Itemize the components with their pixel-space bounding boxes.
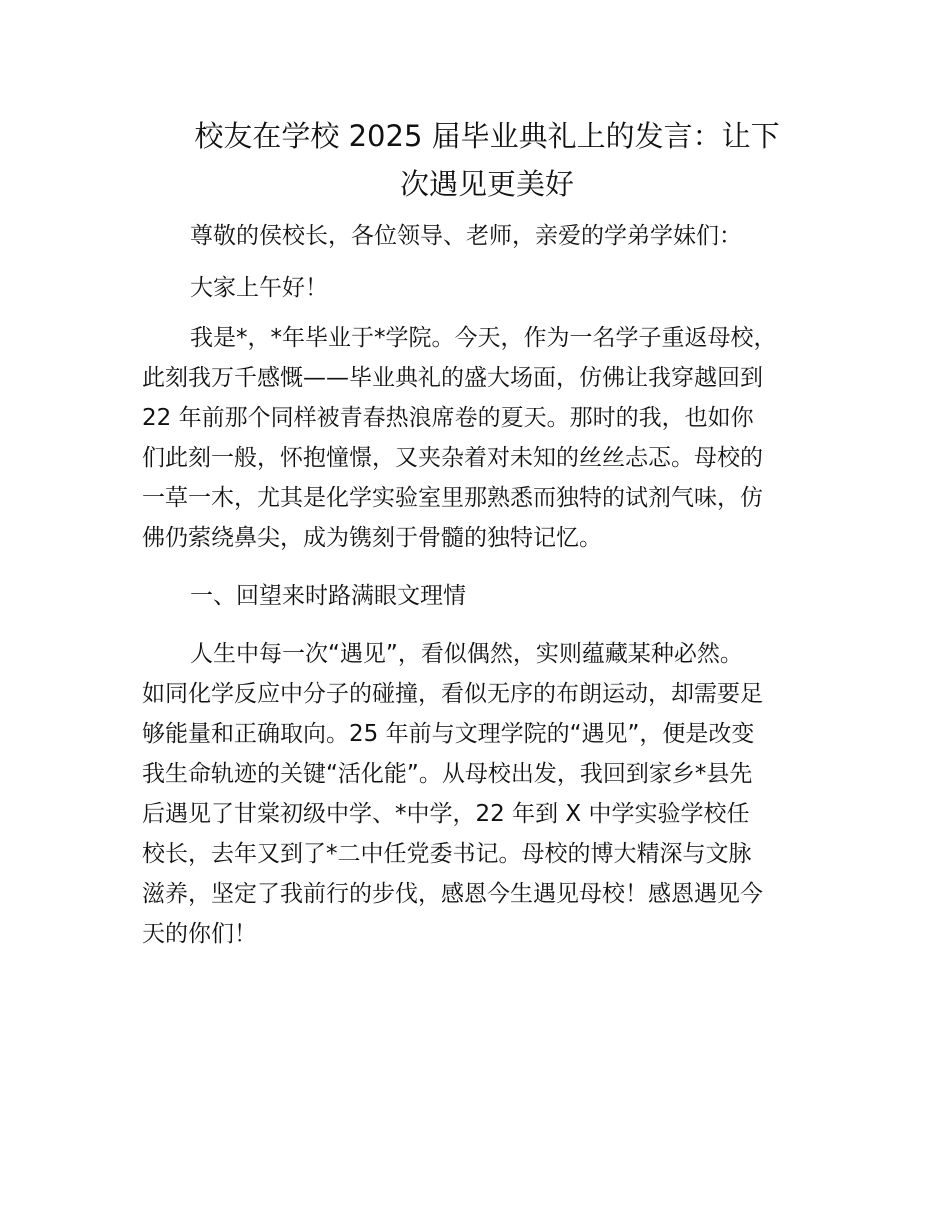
intro-line: 此刻我万千感慨——毕业典礼的盛大场面，仿佛让我穿越回到 — [142, 365, 763, 391]
body-line: 后遇见了甘棠初级中学、*中学，22 年到 X 中学实验学校任 — [142, 801, 750, 827]
greeting-paragraph: 大家上午好！ — [190, 275, 328, 301]
body-line: 天的你们！ — [142, 921, 257, 947]
body-paragraph — [142, 634, 832, 954]
section-heading: 一、回望来时路满眼文理情 — [190, 583, 466, 609]
body-line: 校长，去年又到了*二中任党委书记。母校的博大精深与文脉 — [142, 841, 752, 867]
body-line: 我生命轨迹的关键“活化能”。从母校出发，我回到家乡*县先 — [142, 761, 753, 787]
intro-line: 我是*，*年毕业于*学院。今天，作为一名学子重返母校， — [190, 325, 777, 351]
document-page — [142, 112, 832, 954]
intro-line: 22 年前那个同样被青春热浪席卷的夏天。那时的我，也如你 — [142, 405, 754, 431]
title-line: 校友在学校 2025 届毕业典礼上的发言：让下 — [194, 119, 780, 153]
intro-paragraph — [142, 318, 832, 558]
salutation-paragraph: 尊敬的侯校长，各位领导、老师，亲爱的学弟学妹们： — [190, 223, 742, 249]
intro-line: 佛仍萦绕鼻尖，成为镌刻于骨髓的独特记忆。 — [142, 525, 602, 551]
body-line: 滋养，坚定了我前行的步伐，感恩今生遇见母校！感恩遇见今 — [142, 881, 763, 907]
title-line: 次遇见更美好 — [399, 167, 574, 201]
document-title — [142, 112, 832, 208]
body-line: 如同化学反应中分子的碰撞，看似无序的布朗运动，却需要足 — [142, 681, 763, 707]
intro-line: 们此刻一般，怀抱憧憬，又夹杂着对未知的丝丝忐忑。母校的 — [142, 445, 763, 471]
body-line: 人生中每一次“遇见”，看似偶然，实则蕴藏某种必然。 — [190, 641, 743, 667]
intro-line: 一草一木，尤其是化学实验室里那熟悉而独特的试剂气味，仿 — [142, 485, 763, 511]
body-line: 够能量和正确取向。25 年前与文理学院的“遇见”，便是改变 — [142, 721, 755, 747]
